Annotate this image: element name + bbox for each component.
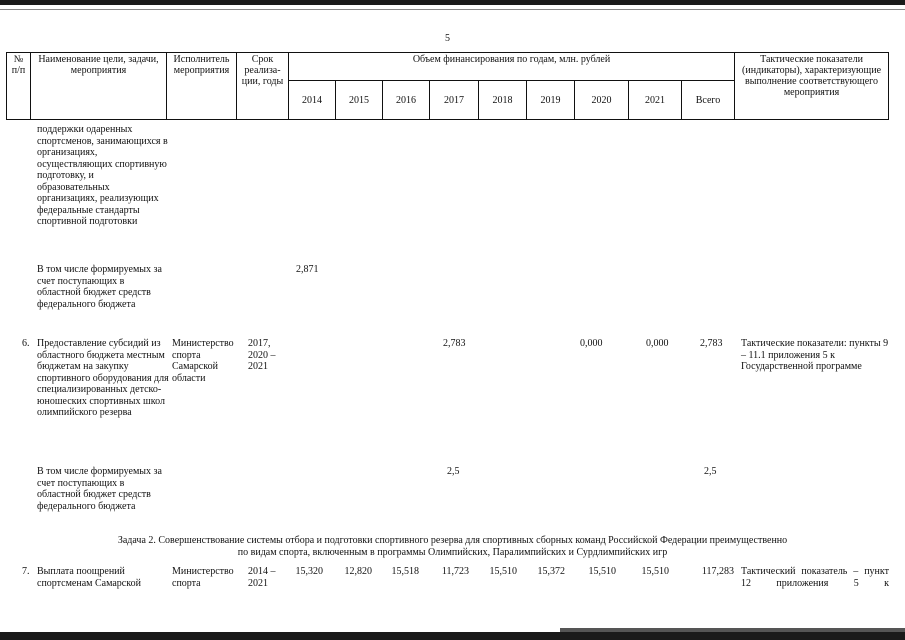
header-year-2019: 2019	[527, 81, 575, 120]
header-year-2015: 2015	[336, 81, 383, 120]
task-2-line-1: Задача 2. Совершенствование системы отбора и подготовки спортивного резерва для спортивных сборных команд Российской Федерации преимущественно	[117, 535, 788, 546]
row-7-num: 7.	[22, 566, 30, 577]
row-6-indicators: Тактические показатели: пункты 9 – 11.1 приложения 5 к Государственной программе	[741, 338, 889, 372]
header-year-total: Всего	[682, 81, 735, 120]
header-year-2017: 2017	[430, 81, 479, 120]
row-7-term: 2014 – 2021	[248, 566, 276, 589]
scan-top-line	[0, 9, 905, 10]
row-7-2020: 15,510	[588, 566, 616, 577]
header-year-2016: 2016	[383, 81, 430, 120]
row-7-2015: 12,820	[344, 566, 372, 577]
fed-row-1-name: В том числе формируемых за счет поступающих в областной бюджет средств федерального бюджета	[37, 264, 162, 310]
scan-top-edge	[0, 0, 905, 5]
row-7-2019: 15,372	[537, 566, 565, 577]
row-6-name: Предоставление субсидий из областного бюджета местным бюджетам на закупку спортивного оборудования для специализированных детско-юношеских спортивных школ олимпийского резерва	[37, 338, 169, 418]
header-table	[6, 52, 889, 120]
fed-row-1-2014: 2,871	[296, 264, 319, 275]
fed-row-2-2017: 2,5	[447, 466, 460, 477]
row-6-2020: 0,000	[580, 338, 603, 349]
row-7-name: Выплата поощрений спортсменам Самарской	[37, 566, 141, 589]
row-6-2021: 0,000	[646, 338, 669, 349]
row-6-term: 2017, 2020 – 2021	[248, 338, 276, 372]
header-year-2021: 2021	[629, 81, 682, 120]
header-executor: Исполнитель мероприятия	[167, 53, 237, 120]
header-year-2014: 2014	[289, 81, 336, 120]
row-7-total: 117,283	[701, 566, 734, 577]
row-7-2014: 15,320	[295, 566, 323, 577]
page-number: 5	[445, 33, 450, 44]
continuation-text: поддержки одаренных спортсменов, занимающихся в организациях, осуществляющих спортивную подготовку, и образовательных организациях, реализующих федеральные стандарты спортивной подготовки	[37, 124, 168, 227]
row-7-indicators: Тактический показатель – пункт 12 приложения 5 к	[741, 566, 889, 589]
row-7-2016: 15,518	[391, 566, 419, 577]
scan-bottom-edge	[0, 632, 905, 640]
fed-row-2-total: 2,5	[704, 466, 717, 477]
header-year-2020: 2020	[575, 81, 629, 120]
header-term: Срок реализа-ции, годы	[237, 53, 289, 120]
row-6-executor: Министерство спорта Самарской области	[172, 338, 234, 384]
row-6-2017: 2,783	[443, 338, 466, 349]
header-indicators: Тактические показатели (индикаторы), характеризующие выполнение соответствующего мероприятия	[735, 53, 889, 120]
header-name: Наименование цели, задачи, мероприятия	[31, 53, 167, 120]
header-num: № п/п	[7, 53, 31, 120]
row-7-2017: 11,723	[441, 566, 469, 577]
task-2-line-2: по видам спорта, включенным в программы Олимпийских, Паралимпийских и Сурдлимпийских игр	[237, 547, 668, 558]
row-7-2018: 15,510	[489, 566, 517, 577]
row-6-total: 2,783	[700, 338, 723, 349]
row-6-num: 6.	[22, 338, 30, 349]
row-7-2021: 15,510	[641, 566, 669, 577]
fed-row-2-name: В том числе формируемых за счет поступающих в областной бюджет средств федерального бюджета	[37, 466, 162, 512]
header-funding: Объем финансирования по годам, млн. рублей	[289, 53, 735, 81]
row-7-executor: Министерство спорта	[172, 566, 234, 589]
header-year-2018: 2018	[479, 81, 527, 120]
